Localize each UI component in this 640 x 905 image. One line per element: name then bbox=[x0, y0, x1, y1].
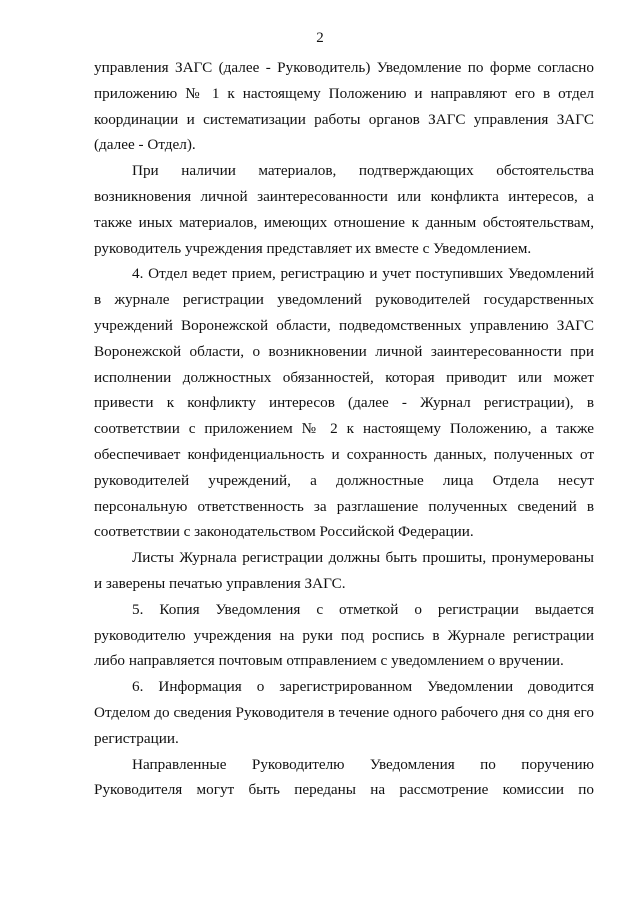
paragraph-1: управления ЗАГС (далее - Руководитель) Уведомление по форме согласно приложению № 1 к настоящему Положению и направляют его в отдел координации и систематизации работы органов ЗАГС управления ЗАГС (далее - Отдел). bbox=[94, 59, 594, 154]
paragraph-3: 4. Отдел ведет прием, регистрацию и учет поступивших Уведомлений в журнале регистрации уведомлений руководителей государственных учреждений Воронежской области, подведомственных управлению ЗАГС Воронежской области, о возникновении личной заинтересованности при исполнении должностных обязанностей, которая приводит или может привести к конфликту интересов (далее - Журнал регистрации), в соответствии с приложением № 2 к настоящему Положению, а также обеспечивает конфиденциальность и сохранность данных, полученных от руководителей учреждений, а должностные лица Отдела несут персональную ответственность за разглашение полученных сведений в соответствии с законодательством Российской Федерации. bbox=[94, 265, 594, 541]
paragraph-7: Направленные Руководителю Уведомления по поручению Руководителя могут быть переданы на рассмотрение комиссии по bbox=[94, 755, 594, 799]
paragraph-6: 6. Информация о зарегистрированном Уведомлении доводится Отделом до сведения Руководителя в течение одного рабочего дня со дня его регистрации. bbox=[94, 678, 594, 747]
paragraph-4: Листы Журнала регистрации должны быть прошиты, пронумерованы и заверены печатью управления ЗАГС. bbox=[94, 549, 594, 592]
document-body bbox=[94, 55, 594, 803]
page-number: 2 bbox=[316, 30, 324, 46]
paragraph-2: При наличии материалов, подтверждающих обстоятельства возникновения личной заинтересованности или конфликта интересов, а также иных материалов, имеющих отношение к данным обстоятельствам, руководитель учреждения представляет их вместе с Уведомлением. bbox=[94, 162, 594, 257]
paragraph-5: 5. Копия Уведомления с отметкой о регистрации выдается руководителю учреждения на руки под роспись в Журнале регистрации либо направляется почтовым отправлением с уведомлением о вручении. bbox=[94, 600, 594, 670]
